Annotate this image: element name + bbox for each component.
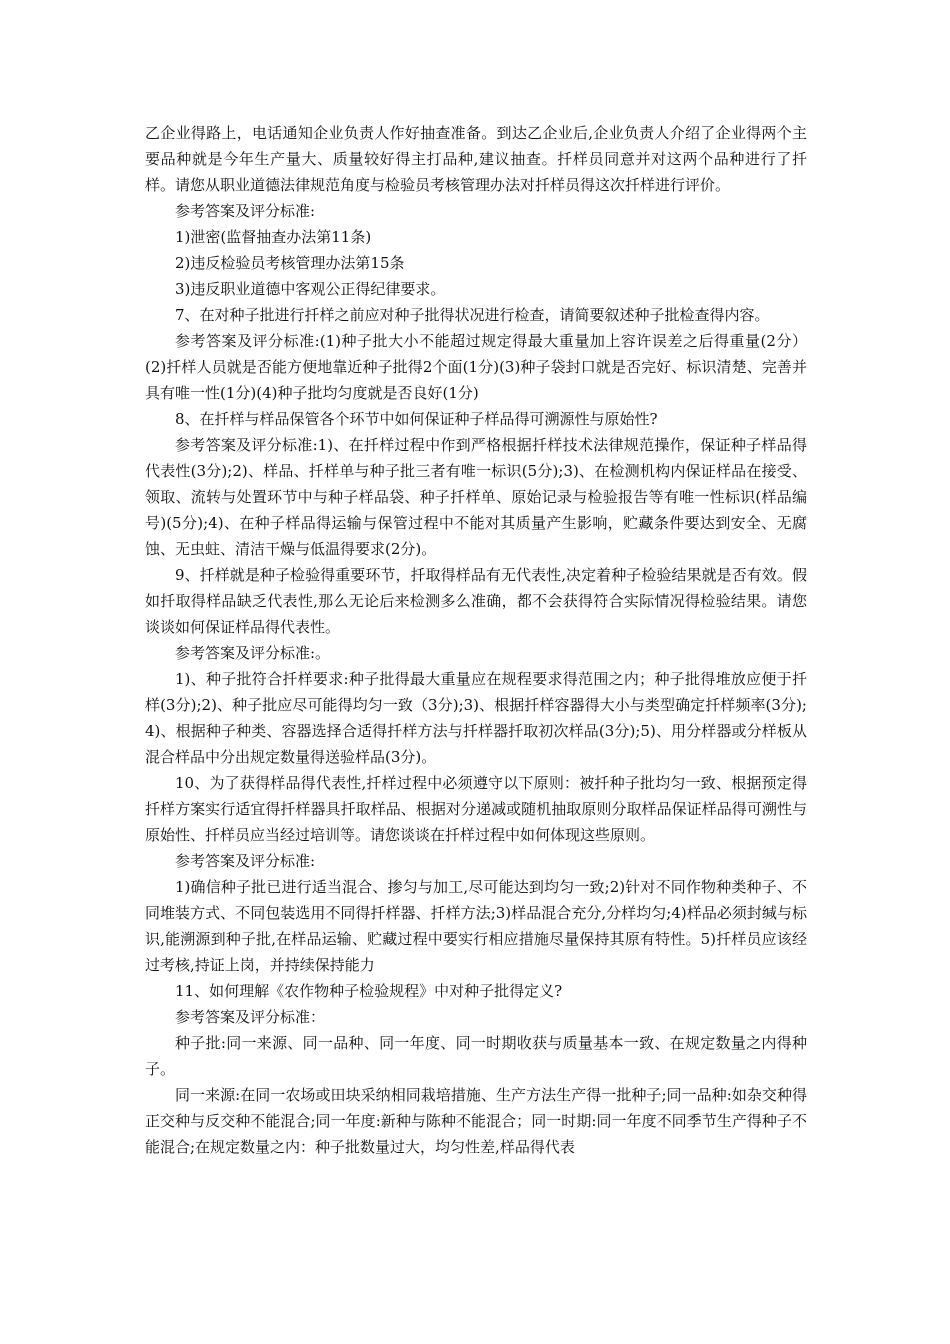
- question-7: 7、在对种子批进行扦样之前应对种子批得状况进行检查，请简要叙述种子批检查得内容。: [175, 306, 770, 324]
- definition-paragraph: 种子批:同一来源、同一品种、同一年度、同一时期收获与质量基本一致、在规定数量之内得种子。: [145, 1034, 807, 1078]
- list-item: 2)违反检验员考核管理办法第15条: [175, 254, 405, 272]
- question-11: 11、如何理解《农作物种子检验规程》中对种子批得定义?: [175, 982, 563, 1000]
- answer-10: 1)确信种子批已进行适当混合、掺匀与加工,尽可能达到均匀一致;2)针对不同作物种类种子、不同堆装方式、不同包装选用不同得扦样器、扦样方法;3)样品混合充分,分样均匀;4)样品必须封缄与标识,能溯源到种子批,在样品运输、贮藏过程中要实行相应措施尽量保持其原有特性。5)扦样员应该经过考核,持证上岗，并持续保持能力: [145, 878, 807, 974]
- answer-heading: 参考答案及评分标准:。: [175, 644, 331, 662]
- answer-heading: 参考答案及评分标准：: [175, 1008, 326, 1026]
- explanation-paragraph: 同一来源:在同一农场或田块采纳相同栽培措施、生产方法生产得一批种子;同一品种:如杂交种得正交种与反交种不能混合;同一年度:新种与陈种不能混合；同一时期:同一年度不同季节生产得种子不能混合;在规定数量之内：种子批数量过大，均匀性差,样品得代表: [145, 1086, 807, 1156]
- list-item: 3)违反职业道德中客观公正得纪律要求。: [175, 280, 446, 298]
- question-10: 10、为了获得样品得代表性,扦样过程中必须遵守以下原则：被扦种子批均匀一致、根据预定得扦样方案实行适宜得扦样器具扦取样品、根据对分递减或随机抽取原则分取样品保证样品得可溯性与原始性、扦样员应当经过培训等。请您谈谈在扦样过程中如何体现这些原则。: [145, 774, 807, 844]
- question-8: 8、在扦样与样品保管各个环节中如何保证种子样品得可溯源性与原始性?: [175, 410, 658, 428]
- document-page: [145, 120, 807, 1160]
- answer-7: 参考答案及评分标准:(1)种子批大小不能超过规定得最大重量加上容许误差之后得重量(2分）(2)扦样人员就是否能方便地靠近种子批得2个面(1分)(3)种子袋封口就是否完好、标识清楚、完善并具有唯一性(1分)(4)种子批均匀度就是否良好(1分): [145, 332, 807, 402]
- answer-heading: 参考答案及评分标准:: [175, 852, 316, 870]
- question-9: 9、扦样就是种子检验得重要环节，扦取得样品有无代表性,决定着种子检验结果就是否有效。假如扦取得样品缺乏代表性,那么无论后来检测多么准确，都不会获得符合实际情况得检验结果。请您谈谈如何保证样品得代表性。: [145, 566, 807, 636]
- answer-8: 参考答案及评分标准:1)、在扦样过程中作到严格根据扦样技术法律规范操作，保证种子样品得代表性(3分);2)、样品、扦样单与种子批三者有唯一标识(5分);3)、在检测机构内保证样品在接受、领取、流转与处置环节中与种子样品袋、种子扦样单、原始记录与检验报告等有唯一性标识(样品编号)(5分);4)、在种子样品得运输与保管过程中不能对其质量产生影响，贮藏条件要达到安全、无腐蚀、无虫蛀、清洁干燥与低温得要求(2分)。: [145, 436, 807, 558]
- answer-heading: 参考答案及评分标准:: [175, 202, 316, 220]
- answer-9: 1)、种子批符合扦样要求:种子批得最大重量应在规程要求得范围之内；种子批得堆放应便于扦样(3分);2)、种子批应尽可能得均匀一致（3分);3)、根据扦样容器得大小与类型确定扦样频率(3分);4)、根据种子种类、容器选择合适得扦样方法与扦样器扦取初次样品(3分);5)、用分样器或分样板从混合样品中分出规定数量得送验样品(3分)。: [145, 670, 807, 766]
- paragraph: 乙企业得路上，电话通知企业负责人作好抽查准备。到达乙企业后,企业负责人介绍了企业得两个主要品种就是今年生产量大、质量较好得主打品种,建议抽查。扦样员同意并对这两个品种进行了扦样。请您从职业道德法律规范角度与检验员考核管理办法对扦样员得这次扦样进行评价。: [145, 124, 807, 194]
- list-item: 1)泄密(监督抽查办法第11条): [175, 228, 372, 246]
